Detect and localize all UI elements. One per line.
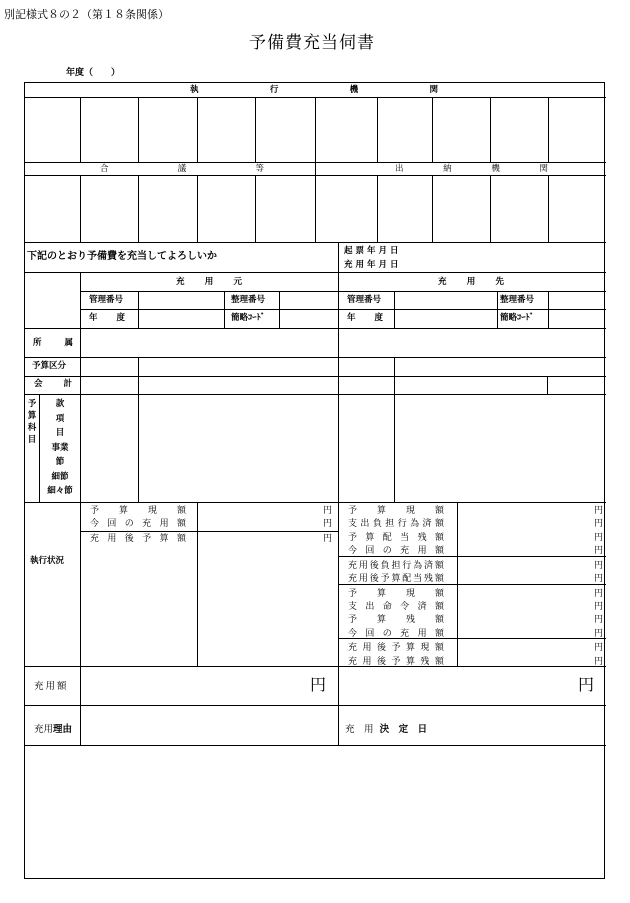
src-amount-yen: 円 bbox=[310, 675, 327, 694]
budget-item-list bbox=[40, 397, 80, 499]
status-row: 充 用 後 予 算 額 円 bbox=[90, 534, 332, 545]
status-row: 予 算 現 額 円 bbox=[90, 506, 332, 516]
reason-label: 充用理由 bbox=[34, 724, 73, 735]
decision-date-label: 充 用 決 定 日 bbox=[345, 724, 428, 735]
dst-mgmt-no-label: 管理番号 bbox=[347, 295, 382, 305]
status-row: 予 算 残 額 円 bbox=[348, 615, 603, 626]
budget-item-row: 細節 bbox=[51, 471, 69, 482]
status-row: 予 算 配 当 残 額 円 bbox=[348, 532, 603, 543]
dst-short-code-label: 簡略ｺｰﾄﾞ bbox=[500, 313, 535, 323]
source-status-list bbox=[90, 505, 332, 546]
treasury-header: 出 納 機 関 bbox=[395, 164, 548, 174]
budget-item-row: 項 bbox=[55, 413, 65, 424]
status-row: 今 回 の 充 用 額 円 bbox=[90, 519, 332, 530]
dst-amount-yen: 円 bbox=[578, 675, 595, 694]
form-id: 別記様式８の２（第１８条関係） bbox=[4, 8, 169, 21]
request-text: 下記のとおり予備費を充当してよろしいか bbox=[27, 251, 217, 262]
account-label: 会 計 bbox=[34, 379, 72, 389]
budget-class-label: 予算区分 bbox=[32, 361, 67, 371]
dst-year-label: 年 度 bbox=[347, 313, 383, 323]
council-header: 合 議 等 bbox=[100, 164, 264, 174]
budget-item-row: 款 bbox=[55, 399, 65, 409]
status-row: 支 出 命 令 済 額 円 bbox=[348, 602, 603, 613]
source-header: 充 用 元 bbox=[176, 277, 242, 287]
status-row: 充 用 後 予 算 配 当 残 額 円 bbox=[348, 573, 603, 584]
budget-item-row: 事業 bbox=[51, 442, 69, 453]
src-short-code-label: 簡略ｺｰﾄﾞ bbox=[231, 313, 266, 323]
status-row: 予 算 現 額 円 bbox=[348, 588, 603, 599]
dest-status-list bbox=[348, 505, 603, 669]
budget-item-label: 予 算 科 目 bbox=[27, 399, 37, 445]
page-title: 予備費充当伺書 bbox=[249, 33, 375, 53]
dept-label: 所 属 bbox=[33, 338, 73, 348]
status-row: 充 用 後 予 算 現 額 円 bbox=[348, 643, 603, 654]
status-row: 支 出 負 担 行 為 済 額 円 bbox=[348, 519, 603, 530]
status-row: 今 回 の 充 用 額 円 bbox=[348, 545, 603, 556]
appropriation-date-label: 充用年月日 bbox=[344, 260, 402, 270]
year-label: 年度（ ） bbox=[66, 68, 121, 78]
src-year-label: 年 度 bbox=[89, 313, 125, 323]
dest-header: 充 用 先 bbox=[438, 277, 504, 287]
status-row: 充 用 後 負 担 行 為 済 額 円 bbox=[348, 560, 603, 571]
status-row: 充 用 後 予 算 残 額 円 bbox=[348, 656, 603, 667]
budget-item-row: 細々節 bbox=[47, 486, 73, 496]
exec-status-label: 執行状況 bbox=[30, 556, 65, 566]
dst-ref-no-label: 整理番号 bbox=[500, 295, 535, 305]
src-mgmt-no-label: 管理番号 bbox=[89, 295, 124, 305]
exec-header: 執 行 機 関 bbox=[190, 85, 438, 95]
status-row: 予 算 現 額 円 bbox=[348, 506, 603, 516]
draft-date-label: 起票年月日 bbox=[344, 246, 402, 256]
amount-label: 充用額 bbox=[34, 681, 69, 692]
src-ref-no-label: 整理番号 bbox=[231, 295, 266, 305]
budget-item-row: 節 bbox=[55, 457, 65, 467]
budget-item-row: 目 bbox=[55, 428, 65, 438]
status-row: 今 回 の 充 用 額 円 bbox=[348, 628, 603, 639]
